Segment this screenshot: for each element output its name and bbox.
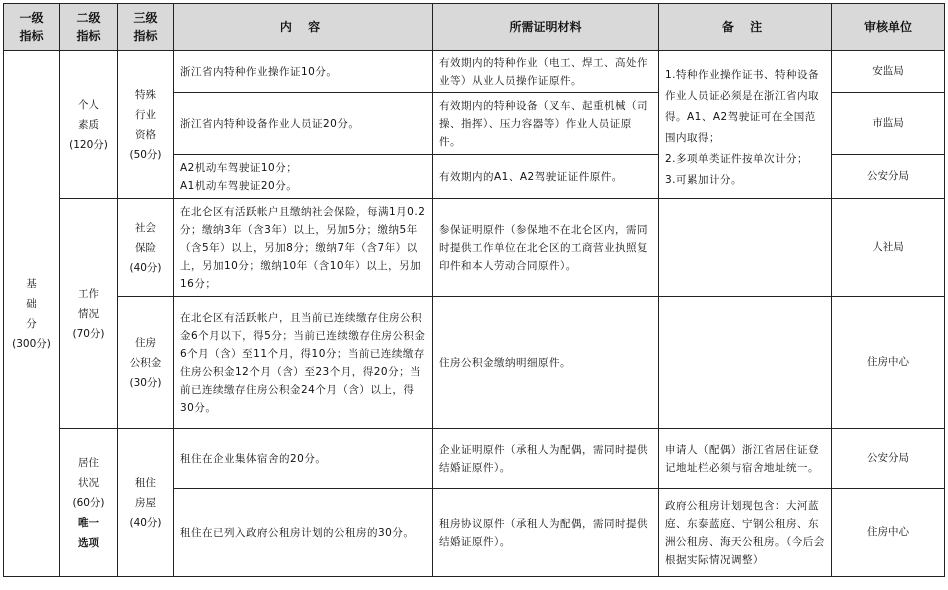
materials-cell: 住房公积金缴纳明细原件。 bbox=[433, 297, 659, 429]
level2-line: 情况 bbox=[78, 307, 99, 320]
scoring-table bbox=[3, 3, 945, 577]
level3-line: 行业 bbox=[135, 108, 156, 121]
level2-line: 状况 bbox=[78, 476, 99, 489]
unit-cell: 安监局 bbox=[832, 51, 945, 93]
unit-cell: 住房中心 bbox=[832, 489, 945, 577]
remarks-empty bbox=[659, 297, 832, 429]
remarks-cell: 政府公租房计划现包含：大河蓝庭、东泰蓝庭、宁钢公租房、东洲公租房、海天公租房。（今后会根据实际情况调整） bbox=[659, 489, 832, 577]
unit-cell: 人社局 bbox=[832, 199, 945, 297]
level3-line: 公积金 bbox=[129, 356, 162, 369]
header-level1-line2: 指标 bbox=[19, 29, 44, 43]
level3-line: (50分) bbox=[129, 148, 162, 161]
level3-line: (40分) bbox=[129, 516, 162, 529]
level2-line: 个人 bbox=[78, 98, 99, 111]
level3-line: 房屋 bbox=[135, 496, 156, 509]
level1-line: (300分) bbox=[12, 337, 51, 350]
level3-special bbox=[118, 51, 174, 199]
remark-line: 3.可累加计分。 bbox=[665, 174, 743, 186]
header-remarks: 备 注 bbox=[659, 4, 832, 51]
header-level3-line2: 指标 bbox=[133, 29, 158, 43]
level2-line: 居住 bbox=[78, 456, 99, 469]
level3-rent bbox=[118, 429, 174, 577]
level3-line: 住房 bbox=[135, 336, 156, 349]
level3-line: (40分) bbox=[129, 261, 162, 274]
level3-social bbox=[118, 199, 174, 297]
level2-line-bold: 唯一 bbox=[78, 516, 99, 529]
unit-cell: 住房中心 bbox=[832, 297, 945, 429]
content-cell: 租住在已列入政府公租房计划的公租房的30分。 bbox=[174, 489, 433, 577]
unit-cell: 市监局 bbox=[832, 93, 945, 155]
materials-cell: 参保证明原件（参保地不在北仑区内，需同时提供工作单位在北仑区的工商营业执照复印件和本人劳动合同原件）。 bbox=[433, 199, 659, 297]
remark-line: 2.多项单类证件按单次计分； bbox=[665, 153, 809, 165]
header-unit: 审核单位 bbox=[832, 4, 945, 51]
level1-line: 基 bbox=[26, 277, 37, 290]
level2-line: (120分) bbox=[69, 138, 108, 151]
level2-personal bbox=[60, 51, 118, 199]
level3-line: 保险 bbox=[135, 241, 156, 254]
level2-line: 素质 bbox=[78, 118, 99, 131]
remarks-cell: 申请人（配偶）浙江省居住证登记地址栏必须与宿舍地址统一。 bbox=[659, 429, 832, 489]
level2-line: 工作 bbox=[78, 287, 99, 300]
remarks-empty bbox=[659, 199, 832, 297]
level2-line: (60分) bbox=[72, 496, 105, 509]
table-row bbox=[4, 51, 945, 93]
materials-cell: 企业证明原件（承租人为配偶，需同时提供结婚证原件）。 bbox=[433, 429, 659, 489]
level2-line: (70分) bbox=[72, 327, 105, 340]
level3-line: (30分) bbox=[129, 376, 162, 389]
header-level1-line1: 一级 bbox=[19, 11, 44, 25]
content-cell: 浙江省内特种设备作业人员证20分。 bbox=[174, 93, 433, 155]
content-line: A1机动车驾驶证20分。 bbox=[180, 179, 298, 192]
content-cell: 在北仑区有活跃帐户且缴纳社会保险，每满1月0.2分；缴纳3年（含3年）以上，另加5分；缴纳5年（含5年）以上，另加8分；缴纳7年（含7年）以上，另加10分；缴纳10年（含10年）以上，另加16分； bbox=[174, 199, 433, 297]
table-row bbox=[4, 199, 945, 297]
content-cell: 浙江省内特种作业操作证10分。 bbox=[174, 51, 433, 93]
level3-fund bbox=[118, 297, 174, 429]
header-row bbox=[4, 4, 945, 51]
header-level2-line1: 二级 bbox=[76, 11, 101, 25]
remark-line: 1.特种作业操作证书、特种设备作业人员证必须是在浙江省内取得。A1、A2驾驶证可在全国范围内取得； bbox=[665, 69, 820, 144]
materials-cell: 租房协议原件（承租人为配偶，需同时提供结婚证原件）。 bbox=[433, 489, 659, 577]
header-materials: 所需证明材料 bbox=[433, 4, 659, 51]
remarks-special bbox=[659, 51, 832, 199]
header-level2-line2: 指标 bbox=[76, 29, 101, 43]
table-row bbox=[4, 429, 945, 489]
header-level2 bbox=[60, 4, 118, 51]
table-row bbox=[4, 297, 945, 429]
unit-cell: 公安分局 bbox=[832, 155, 945, 199]
level3-line: 租住 bbox=[135, 476, 156, 489]
level2-line-bold: 选项 bbox=[78, 536, 99, 549]
level1-basic-score bbox=[4, 51, 60, 577]
content-cell: 在北仑区有活跃帐户，且当前已连续缴存住房公积金6个月以下，得5分；当前已连续缴存住房公积金6个月（含）至11个月，得10分；当前已连续缴存住房公积金12个月（含）至23个月，得20分；当前已连续缴存住房公积金24个月（含）以上，得30分。 bbox=[174, 297, 433, 429]
materials-cell: 有效期内的特种作业（电工、焊工、高处作业等）从业人员操作证原件。 bbox=[433, 51, 659, 93]
level3-line: 资格 bbox=[135, 128, 156, 141]
content-line: A2机动车驾驶证10分； bbox=[180, 161, 298, 174]
header-level3-line1: 三级 bbox=[133, 11, 158, 25]
level2-work bbox=[60, 199, 118, 429]
level3-line: 社会 bbox=[135, 221, 156, 234]
content-cell: 租住在企业集体宿舍的20分。 bbox=[174, 429, 433, 489]
materials-cell: 有效期内的特种设备（叉车、起重机械（司操、指挥）、压力容器等）作业人员证原件。 bbox=[433, 93, 659, 155]
level1-line: 础 bbox=[26, 297, 37, 310]
header-level3 bbox=[118, 4, 174, 51]
level2-living bbox=[60, 429, 118, 577]
content-cell bbox=[174, 155, 433, 199]
level1-line: 分 bbox=[26, 317, 37, 330]
header-level1 bbox=[4, 4, 60, 51]
level3-line: 特殊 bbox=[135, 88, 156, 101]
header-content: 内 容 bbox=[174, 4, 433, 51]
unit-cell: 公安分局 bbox=[832, 429, 945, 489]
materials-cell: 有效期内的A1、A2驾驶证证件原件。 bbox=[433, 155, 659, 199]
